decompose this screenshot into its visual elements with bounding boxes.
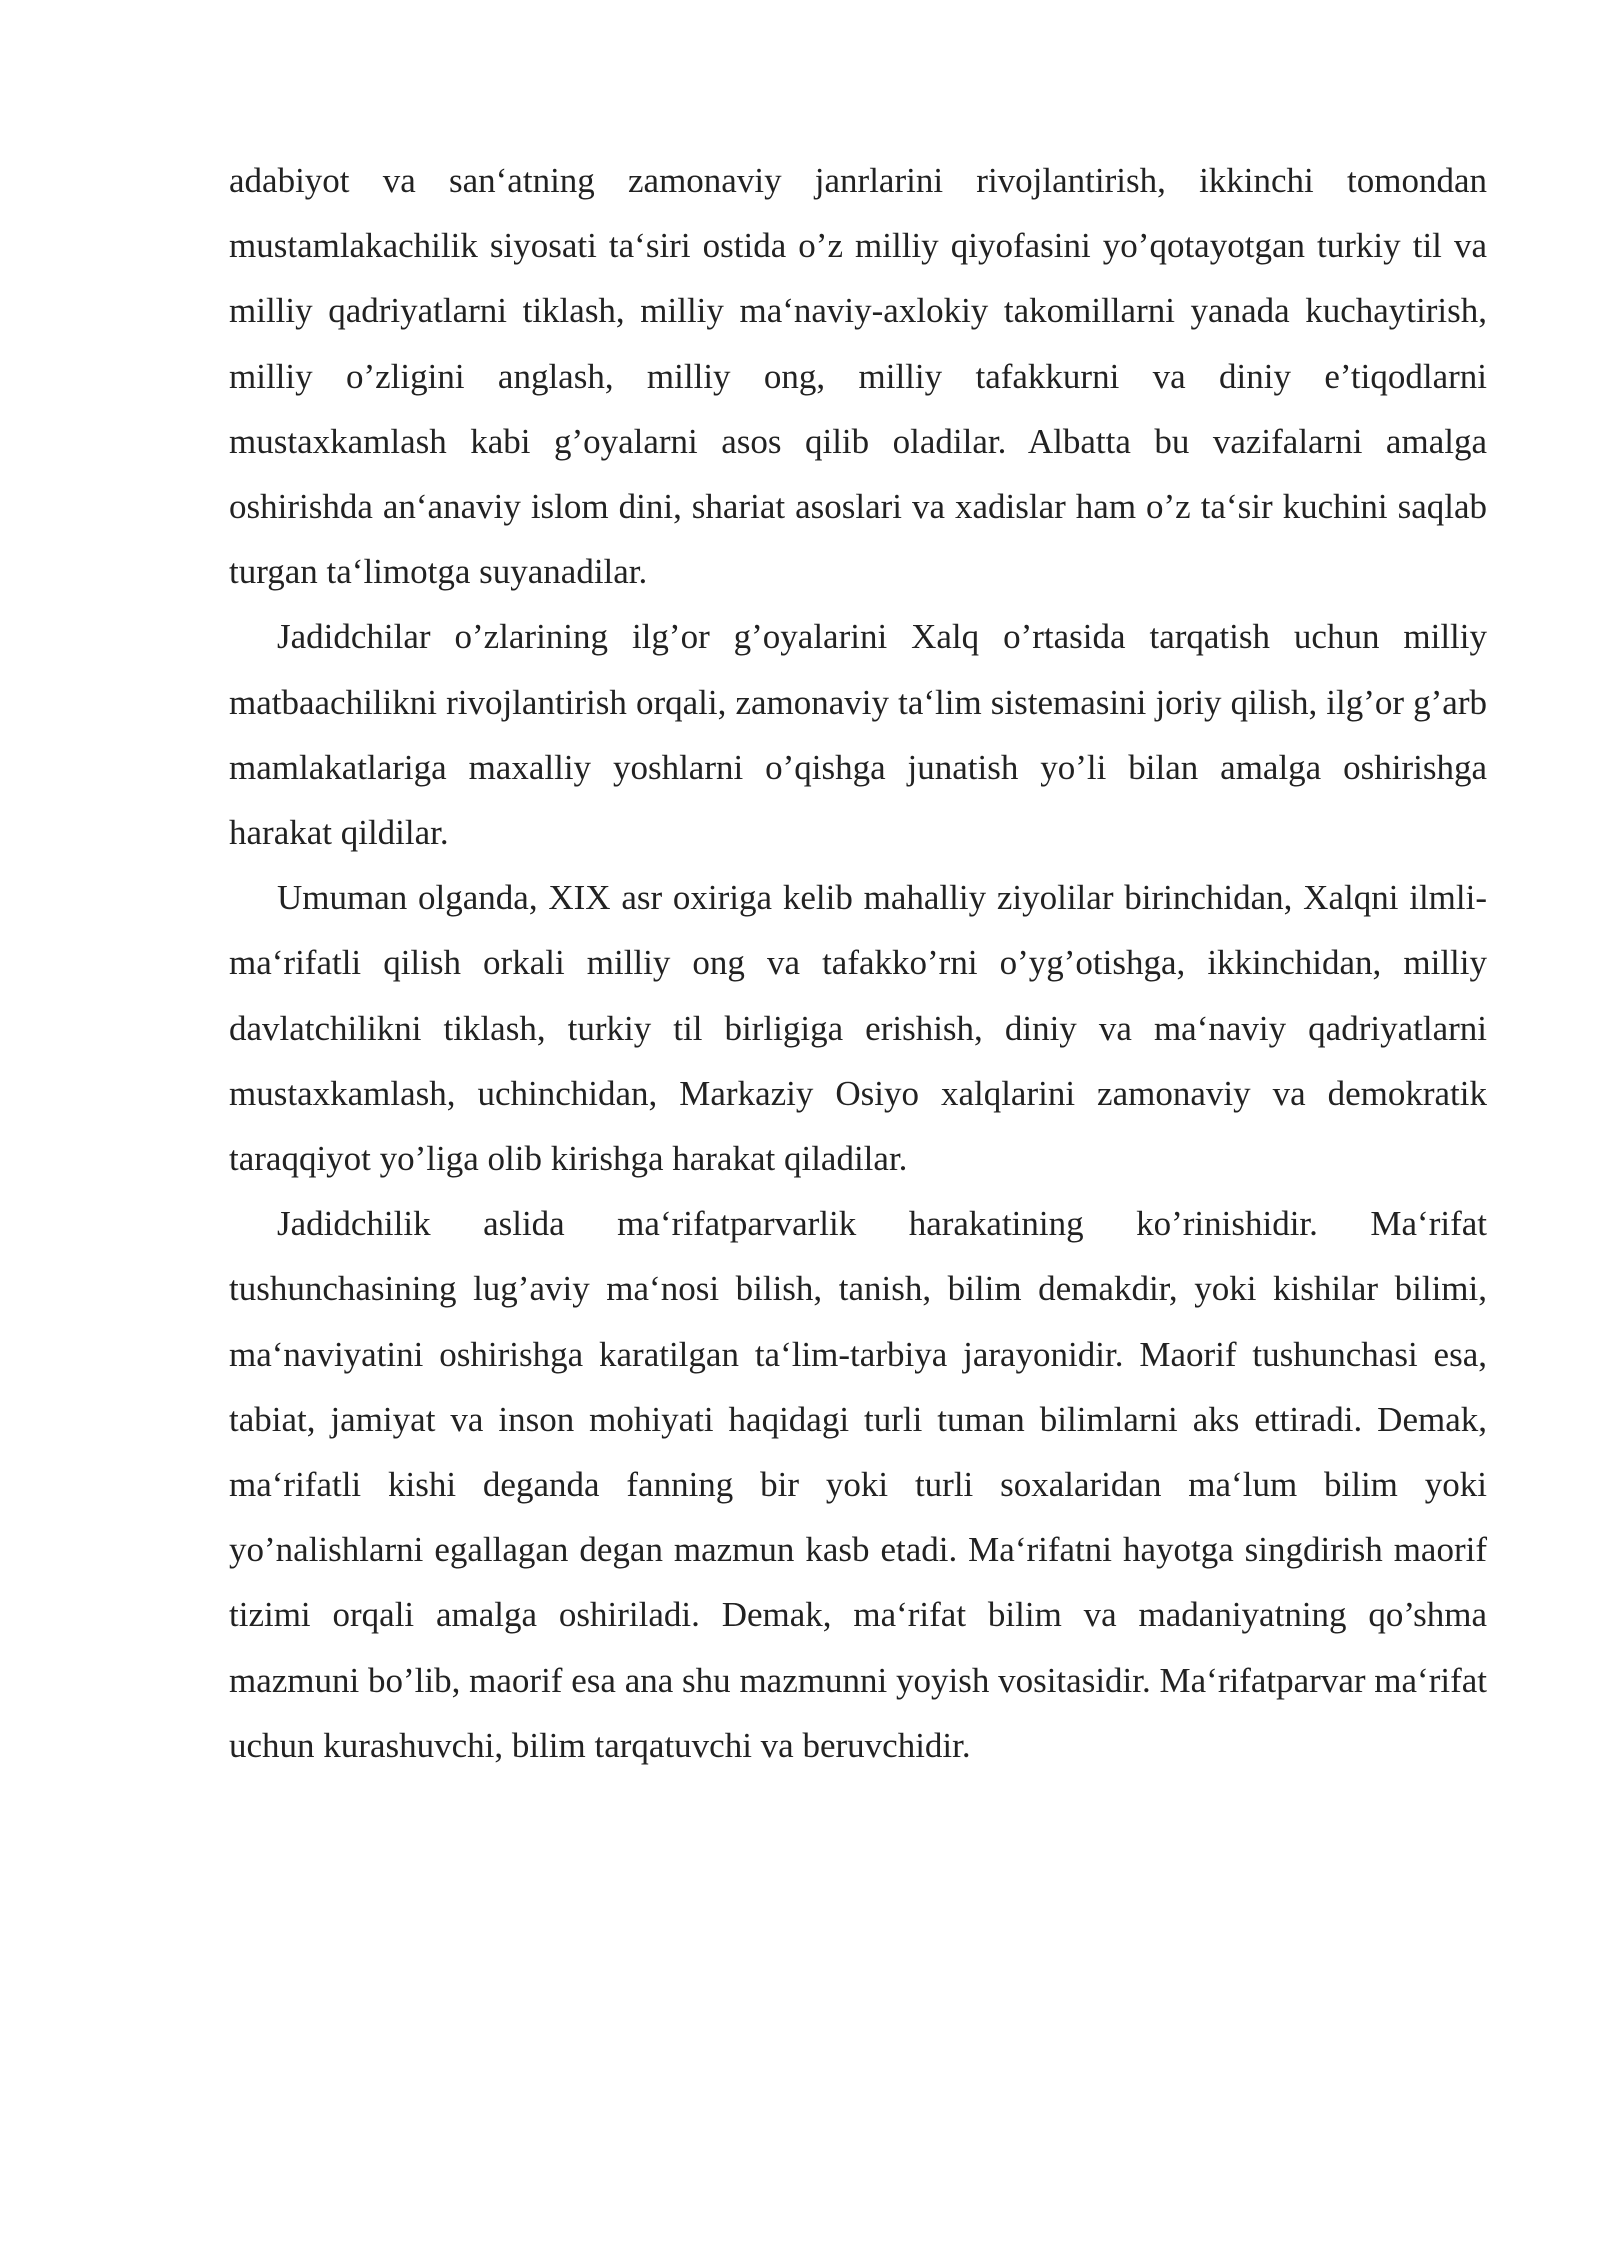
body-text [229, 148, 1487, 1778]
paragraph-jadidchilar: Jadidchilar o’zlarining ilg’or g’oyalarini Xalq o’rtasida tarqatish uchun milliy matbaachilikni rivojlantirish orqali, zamonaviy ta‘lim sistemasini joriy qilish, ilg’or g’arb mamlakatlariga maxalliy yoshlarni o’qishga junatish yo’li bilan amalga oshirishga harakat qildilar. [229, 617, 1487, 853]
paragraph-continuation: adabiyot va san‘atning zamonaviy janrlarini rivojlantirish, ikkinchi tomondan mustamlakachilik siyosati ta‘siri ostida o’z milliy qiyofasini yo’qotayotgan turkiy til va milliy qadriyatlarni tiklash, milliy ma‘naviy-axlokiy takomillarni yanada kuchaytirish, milliy o’zligini anglash, milliy ong, milliy tafakkurni va diniy e’tiqodlarni mustaxkamlash kabi g’oyalarni asos qilib oladilar. Albatta bu vazifalarni amalga oshirishda an‘anaviy islom dini, shariat asoslari va xadislar ham o’z ta‘sir kuchini saqlab turgan ta‘limotga suyanadilar. [229, 161, 1487, 592]
paragraph-jadidchilik: Jadidchilik aslida ma‘rifatparvarlik harakatining ko’rinishidir. Ma‘rifat tushunchasining lug’aviy ma‘nosi bilish, tanish, bilim demakdir, yoki kishilar bilimi, ma‘naviyatini oshirishga karatilgan ta‘lim-tarbiya jarayonidir. Maorif tushunchasi esa, tabiat, jamiyat va inson mohiyati haqidagi turli tuman bilimlarni aks ettiradi. Demak, ma‘rifatli kishi deganda fanning bir yoki turli soxalaridan ma‘lum bilim yoki yo’nalishlarni egallagan degan mazmun kasb etadi. Ma‘rifatni hayotga singdirish maorif tizimi orqali amalga oshiriladi. Demak, ma‘rifat bilim va madaniyatning qo’shma mazmuni bo’lib, maorif esa ana shu mazmunni yoyish vositasidir. Ma‘rifatparvar ma‘rifat uchun kurashuvchi, bilim tarqatuvchi va beruvchidir. [229, 1204, 1487, 1765]
paragraph-umuman-olganda: Umuman olganda, XIX asr oxiriga kelib mahalliy ziyolilar birinchidan, Xalqni ilmli-ma‘rifatli qilish orkali milliy ong va tafakko’rni o’yg’otishga, ikkinchidan, milliy davlatchilikni tiklash, turkiy til birligiga erishish, diniy va ma‘naviy qadriyatlarni mustaxkamlash, uchinchidan, Markaziy Osiyo xalqlarini zamonaviy va demokratik taraqqiyot yo’liga olib kirishga harakat qiladilar. [229, 878, 1487, 1179]
